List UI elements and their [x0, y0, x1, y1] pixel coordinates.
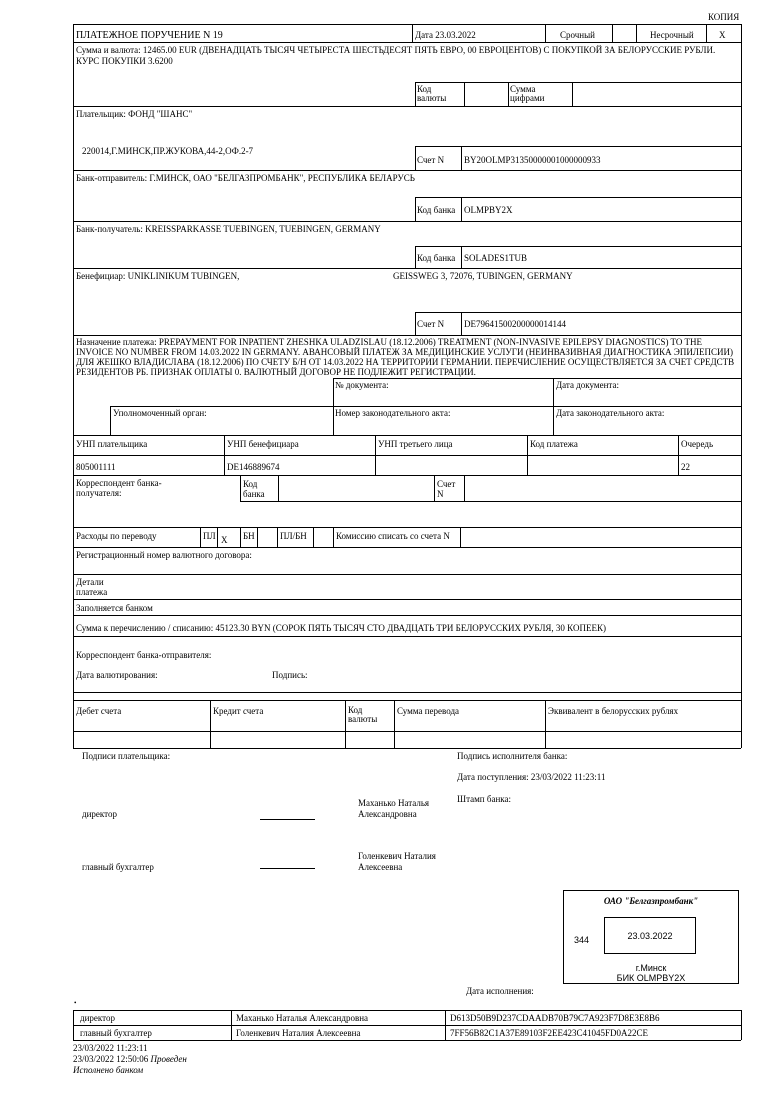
queue-label: Очередь: [681, 439, 714, 449]
law-number-label: Номер законодательного акта:: [335, 408, 451, 418]
payer-address: 220014,Г.МИНСК,ПР.ЖУКОВА,44-2,ОФ.2-7: [82, 146, 254, 156]
correspondent-label: Корреспондент банка-получателя:: [76, 478, 162, 498]
accountant-name: Голенкевич Наталия Алексеевна: [358, 851, 436, 872]
transfer-sum-label: Сумма перевода: [397, 706, 460, 716]
sum-digits-label: Сумма цифрами: [510, 84, 545, 103]
esign-row-role: директор: [80, 1013, 115, 1023]
payer-account: BY20OLMP31350000001000000933: [464, 155, 601, 165]
details-label: Детали платежа: [76, 577, 108, 597]
law-date-label: Дата законодательного акта:: [556, 408, 665, 418]
accountant-label: главный бухгалтер: [82, 862, 154, 872]
ledger-currency-code-label: Код валюты: [348, 705, 378, 724]
payment-purpose: Назначение платежа: PREPAYMENT FOR INPATIENT ZHESHKA ULADZISLAU (18.12.2006) TREATMENT (NON-INVASIVE EPILEPSY DIAGNOSTICS) TO THE INVOICE NO NUMBER FROM 14.03.2022 IN GERMANY. АВАНСОВЫЙ ПЛАТЕЖ ЗА МЕДИЦИНСКИЕ УСЛУГИ (НЕИНВАЗИВНАЯ ДИАГНОСТИКА ЭПИЛЕПСИИ) ДЛЯ ЖЕШКО ВЛАДИСЛАВА (18.12.2006) ПО СЧЕТУ Б/Н ОТ 14.03.2022 НА ТЕРРИТОРИИ ГЕРМАНИИ. ПЕРЕЧИСЛЕНИЕ ОСУЩЕСТВЛЯЕТСЯ ЗА СЧЕТ СРЕДСТВ РЕЗИДЕНТОВ РБ. ПРИЗНАК ОПЛАТЫ 0. ВАЛЮТНЫЙ ДОГОВОР НЕ ПОДЛЕЖИТ РЕГИСТРАЦИИ.: [76, 337, 735, 377]
footer-status: Проведен: [150, 1054, 187, 1064]
correspondent-account-label: Счет N: [437, 479, 456, 499]
execution-date-label: Дата исполнения:: [466, 986, 534, 996]
queue-value: 22: [681, 462, 690, 472]
value-date-label: Дата валютирования:: [76, 670, 158, 680]
document-date: Дата 23.03.2022: [415, 30, 476, 40]
beneficiary-address: GEISSWEG 3, 72076, TUBINGEN, GERMANY: [393, 271, 573, 281]
commission-label: Комиссию списать со счета N: [336, 531, 450, 541]
sender-bank-code: OLMPBY2X: [464, 205, 513, 215]
fee-bn-label: БН: [243, 531, 255, 541]
reg-number-label: Регистрационный номер валютного договора:: [76, 550, 252, 560]
bank-fills-label: Заполняется банком: [76, 603, 153, 613]
doc-number-label: № документа:: [335, 380, 389, 390]
marker-dot: •: [74, 999, 77, 1007]
stamp-city: г.Минск: [635, 963, 667, 973]
footer-line-3: Исполнено банком: [73, 1065, 144, 1075]
received-date: Дата поступления: 23/03/2022 11:23:11: [457, 772, 606, 782]
unp-payer-value: 805001111: [76, 462, 116, 472]
payer-account-label: Счет N: [417, 155, 445, 165]
footer-line-2: [73, 1054, 187, 1065]
receiver-bank-code-label: Код банка: [417, 253, 456, 263]
amount-text: Сумма и валюта: 12465.00 EUR (ДВЕНАДЦАТЬ ТЫСЯЧ ЧЕТЫРЕСТА ШЕСТЬДЕСЯТ ПЯТЬ ЕВРО, 00 ЕВРОЦЕНТОВ) С ПОКУПКОЙ ЗА БЕЛОРУССКИЕ РУБЛИ. КУРС ПОКУПКИ 3.6200: [76, 45, 716, 66]
director-label: директор: [82, 809, 117, 819]
urgent-label: Срочный: [560, 30, 595, 40]
copy-label: КОПИЯ: [708, 12, 740, 22]
unp-beneficiary-value: DE146889674: [227, 462, 280, 472]
debit-label: Дебет счета: [76, 706, 122, 716]
fee-pl-label: ПЛ: [203, 531, 216, 541]
fees-label: Расходы по переводу: [76, 531, 157, 541]
stamp-number: 344: [574, 935, 590, 945]
stamp-date-box: [604, 917, 696, 954]
director-name: Маханько Наталья Александровна: [358, 798, 430, 819]
esign-row-role: главный бухгалтер: [80, 1028, 152, 1038]
payment-code-label: Код платежа: [530, 439, 578, 449]
stamp-label: Штамп банка:: [457, 794, 511, 804]
receiver-bank-code: SOLADES1TUB: [464, 253, 528, 263]
fee-pl-checkbox[interactable]: X: [221, 535, 228, 545]
bank-stamp: [563, 890, 739, 984]
credit-label: Кредит счета: [213, 706, 264, 716]
executor-signature-label: Подпись исполнителя банка:: [457, 751, 568, 761]
transfer-sum: Сумма к перечислению / списанию: 45123.30 BYN (СОРОК ПЯТЬ ТЫСЯЧ СТО ДВАДЦАТЬ ТРИ БЕЛОРУССКИХ РУБЛЯ, 30 КОПЕЕК): [76, 623, 606, 633]
unp-beneficiary-label: УНП бенефициара: [227, 439, 299, 449]
receiver-bank: Банк-получатель: KREISSPARKASSE TUEBINGEN, TUEBINGEN, GERMANY: [76, 224, 381, 234]
currency-code-label: Код валюты: [417, 84, 447, 103]
nonurgent-mark: X: [719, 30, 726, 40]
doc-date-label: Дата документа:: [556, 380, 619, 390]
payer-name: Плательщик: ФОНД "ШАНС": [76, 109, 193, 119]
footer-timestamp: 23/03/2022 12:50:06: [73, 1054, 149, 1064]
sender-correspondent: Корреспондент банка-отправителя:: [76, 650, 212, 660]
stamp-bik: БИК OLMPBY2X: [616, 973, 686, 983]
document-title: ПЛАТЕЖНОЕ ПОРУЧЕНИЕ N 19: [76, 30, 223, 41]
payer-signatures-label: Подписи плательщика:: [82, 751, 171, 761]
beneficiary-account: DE79641500200000014144: [464, 319, 566, 329]
nonurgent-label: Несрочный: [650, 30, 694, 40]
beneficiary-account-label: Счет N: [417, 319, 445, 329]
unp-payer-label: УНП плательщика: [76, 439, 148, 449]
authority-label: Уполномоченный орган:: [113, 408, 207, 418]
esign-row-hash: D613D50B9D237CDAADB70B79C7A923F7D8E3E8B6: [450, 1013, 660, 1023]
correspondent-code-label: Код банка: [243, 479, 265, 499]
unp-third-label: УНП третьего лица: [378, 439, 453, 449]
beneficiary-name: Бенефициар: UNIKLINIKUM TUBINGEN,: [76, 271, 240, 281]
stamp-bank-name: ОАО "Белгазпромбанк": [603, 896, 699, 906]
fee-plbn-label: ПЛ/БН: [280, 531, 307, 541]
sender-bank-code-label: Код банка: [417, 205, 456, 215]
sender-bank: Банк-отправитель: Г.МИНСК, ОАО "БЕЛГАЗПРОМБАНК", РЕСПУБЛИКА БЕЛАРУСЬ: [76, 173, 415, 183]
stamp-date: 23.03.2022: [627, 931, 673, 941]
equivalent-label: Эквивалент в белорусских рублях: [548, 706, 679, 716]
footer-line-1: 23/03/2022 11:23:11: [73, 1043, 148, 1053]
esign-row-hash: 7FF56B82C1A37E89103F2EE423C41045FD0A22CE: [450, 1028, 649, 1038]
esign-row-name: Маханько Наталья Александровна: [236, 1013, 369, 1023]
signature-label: Подпись:: [272, 670, 308, 680]
esign-row-name: Голенкевич Наталия Алексеевна: [236, 1028, 361, 1038]
